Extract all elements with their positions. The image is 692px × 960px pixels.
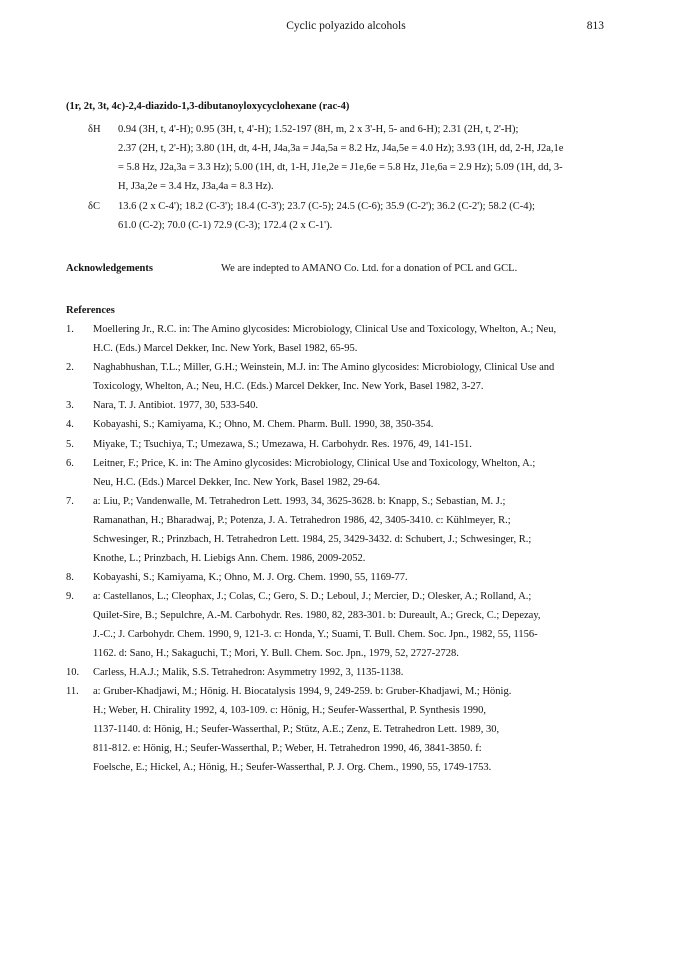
- reference-number: 2.: [66, 362, 74, 373]
- reference-item: [66, 415, 626, 434]
- reference-line: H.; Weber, H. Chirality 1992, 4, 103-109. c: Hönig, H.; Seufer-Wasserthal, P. Synthesis 1990,: [93, 705, 486, 717]
- reference-line: a: Gruber-Khadjawi, M.; Hönig. H. Biocatalysis 1994, 9, 249-259. b: Gruber-Khadjawi, M.; Hönig.: [93, 686, 512, 698]
- acknowledgements-text: We are indepted to AMANO Co. Ltd. for a donation of PCL and GCL.: [221, 263, 518, 274]
- running-head: [0, 20, 692, 36]
- reference-line: Knothe, L.; Prinzbach, H. Liebigs Ann. Chem. 1986, 2009-2052.: [93, 552, 366, 564]
- running-head-title: Cyclic polyazido alcohols: [286, 20, 406, 32]
- reference-line: Schwesinger, R.; Prinzbach, H. Tetrahedron Lett. 1984, 25, 3429-3432. d: Schubert, J.; Schwesinger, R.;: [93, 533, 532, 545]
- reference-line: Foelsche, E.; Hickel, A.; Hönig, H.; Seufer-Wasserthal, P. J. Org. Chem., 1990, 55, 1749-1753.: [93, 762, 492, 774]
- reference-line: a: Castellanos, L.; Cleophax, J.; Colas, C.; Gero, S. D.; Leboul, J.; Mercier, D.; Olesker, A.; Rolland, A.;: [93, 591, 532, 603]
- reference-line: 811-812. e: Hönig, H.; Seufer-Wasserthal, P.; Weber, H. Tetrahedron 1990, 46, 3841-3850. f:: [93, 743, 482, 755]
- reference-item: [66, 492, 626, 568]
- reference-line: Quilet-Sire, B.; Sepulchre, A.-M. Carbohydr. Res. 1980, 82, 283-301. b: Dureault, A.; Greck, C.; Depezay,: [93, 610, 541, 622]
- reference-line: Miyake, T.; Tsuchiya, T.; Umezawa, S.; Umezawa, H. Carbohydr. Res. 1976, 49, 141-151.: [93, 438, 472, 450]
- reference-number: 10.: [66, 667, 80, 679]
- acknowledgements-heading: Acknowledgements: [66, 263, 153, 274]
- proton-nmr-line: 2.37 (2H, t, 2'-H); 3.80 (1H, dt, 4-H, J4a,3a = J4a,5a = 8.2 Hz, J4a,5e = 4.0 Hz); 3.93 (1H, dd, 2-H, J2a,1e: [118, 143, 564, 154]
- reference-line: H.C. (Eds.) Marcel Dekker, Inc. New York, Basel 1982, 65-95.: [93, 343, 358, 354]
- reference-item: [66, 454, 626, 492]
- reference-item: [66, 663, 626, 682]
- references-heading: References: [66, 305, 115, 316]
- reference-number: 3.: [66, 400, 74, 411]
- reference-line: Moellering Jr., R.C. in: The Amino glycosides: Microbiology, Clinical Use and Toxicology, Whelton, A.; Neu,: [93, 324, 557, 335]
- reference-line: Nara, T. J. Antibiot. 1977, 30, 533-540.: [93, 400, 258, 411]
- reference-line: Ramanathan, H.; Bharadwaj, P.; Potenza, J. A. Tetrahedron 1986, 42, 3405-3410. c: Kühlmeyer, R.;: [93, 514, 511, 526]
- reference-number: 9.: [66, 591, 74, 603]
- page-number: 813: [586, 20, 604, 32]
- compound-title: (1r, 2t, 3t, 4c)-2,4-diazido-1,3-dibutanoyloxycyclohexane (rac-4): [66, 101, 350, 112]
- reference-number: 8.: [66, 571, 74, 583]
- carbon-nmr-line: 61.0 (C-2); 70.0 (C-1) 72.9 (C-3); 172.4 (2 x C-1').: [118, 220, 333, 231]
- reference-line: Toxicology, Whelton, A.; Neu, H.C. (Eds.) Marcel Dekker, Inc. New York, Basel 1982, 3-27.: [93, 381, 484, 392]
- proton-nmr-label: δH: [88, 124, 101, 135]
- reference-line: a: Liu, P.; Vandenwalle, M. Tetrahedron Lett. 1993, 34, 3625-3628. b: Knapp, S.; Sebastian, M. J.;: [93, 495, 506, 507]
- reference-line: 1137-1140. d: Hönig, H.; Seufer-Wasserthal, P.; Stütz, A.E.; Zenz, E. Tetrahedron Lett. 1989, 30,: [93, 724, 500, 736]
- proton-nmr-line: 0.94 (3H, t, 4'-H); 0.95 (3H, t, 4'-H); 1.52-197 (8H, m, 2 x 3'-H, 5- and 6-H); 2.31 (2H, t, 2'-H);: [118, 124, 519, 135]
- reference-list: [66, 320, 626, 777]
- reference-line: J.-C.; J. Carbohydr. Chem. 1990, 9, 121-3. c: Honda, Y.; Suami, T. Bull. Chem. Soc. Jpn., 1982, 55, 1156-: [93, 629, 538, 641]
- reference-number: 11.: [66, 686, 79, 698]
- reference-number: 1.: [66, 324, 74, 335]
- reference-item: [66, 358, 626, 396]
- reference-line: Kobayashi, S.; Kamiyama, K.; Ohno, M. Chem. Pharm. Bull. 1990, 38, 350-354.: [93, 419, 434, 431]
- reference-item: [66, 587, 626, 663]
- reference-line: Leitner, F.; Price, K. in: The Amino glycosides: Microbiology, Clinical Use and Toxicology, Whelton, A.;: [93, 457, 536, 469]
- reference-item: [66, 435, 626, 454]
- reference-line: Neu, H.C. (Eds.) Marcel Dekker, Inc. New York, Basel 1982, 29-64.: [93, 476, 381, 488]
- reference-line: Carless, H.A.J.; Malik, S.S. Tetrahedron: Asymmetry 1992, 3, 1135-1138.: [93, 667, 404, 679]
- reference-line: 1162. d: Sano, H.; Sakaguchi, T.; Mori, Y. Bull. Chem. Soc. Jpn., 1979, 52, 2727-2728.: [93, 648, 459, 660]
- reference-item: [66, 568, 626, 587]
- reference-number: 6.: [66, 457, 74, 469]
- proton-nmr-line: = 5.8 Hz, J2a,3a = 3.3 Hz); 5.00 (1H, dt, 1-H, J1e,2e = J1e,6e = 5.8 Hz, J1e,6a = 2.9 Hz); 5.09 (1H, dd, 3-: [118, 162, 563, 173]
- reference-number: 5.: [66, 438, 74, 450]
- reference-item: [66, 682, 626, 777]
- reference-number: 4.: [66, 419, 74, 431]
- reference-item: [66, 320, 626, 358]
- reference-item: [66, 396, 626, 415]
- reference-number: 7.: [66, 495, 74, 507]
- reference-line: Kobayashi, S.; Kamiyama, K.; Ohno, M. J. Org. Chem. 1990, 55, 1169-77.: [93, 571, 408, 583]
- carbon-nmr-line: 13.6 (2 x C-4'); 18.2 (C-3'); 18.4 (C-3'); 23.7 (C-5); 24.5 (C-6); 35.9 (C-2'); 36.2 (C-2'); 58.2 (C-4);: [118, 201, 535, 212]
- proton-nmr-line: H, J3a,2e = 3.4 Hz, J3a,4a = 8.3 Hz).: [118, 181, 274, 192]
- carbon-nmr-label: δC: [88, 201, 100, 212]
- reference-line: Naghabhushan, T.L.; Miller, G.H.; Weinstein, M.J. in: The Amino glycosides: Microbiology, Clinical Use and: [93, 362, 555, 373]
